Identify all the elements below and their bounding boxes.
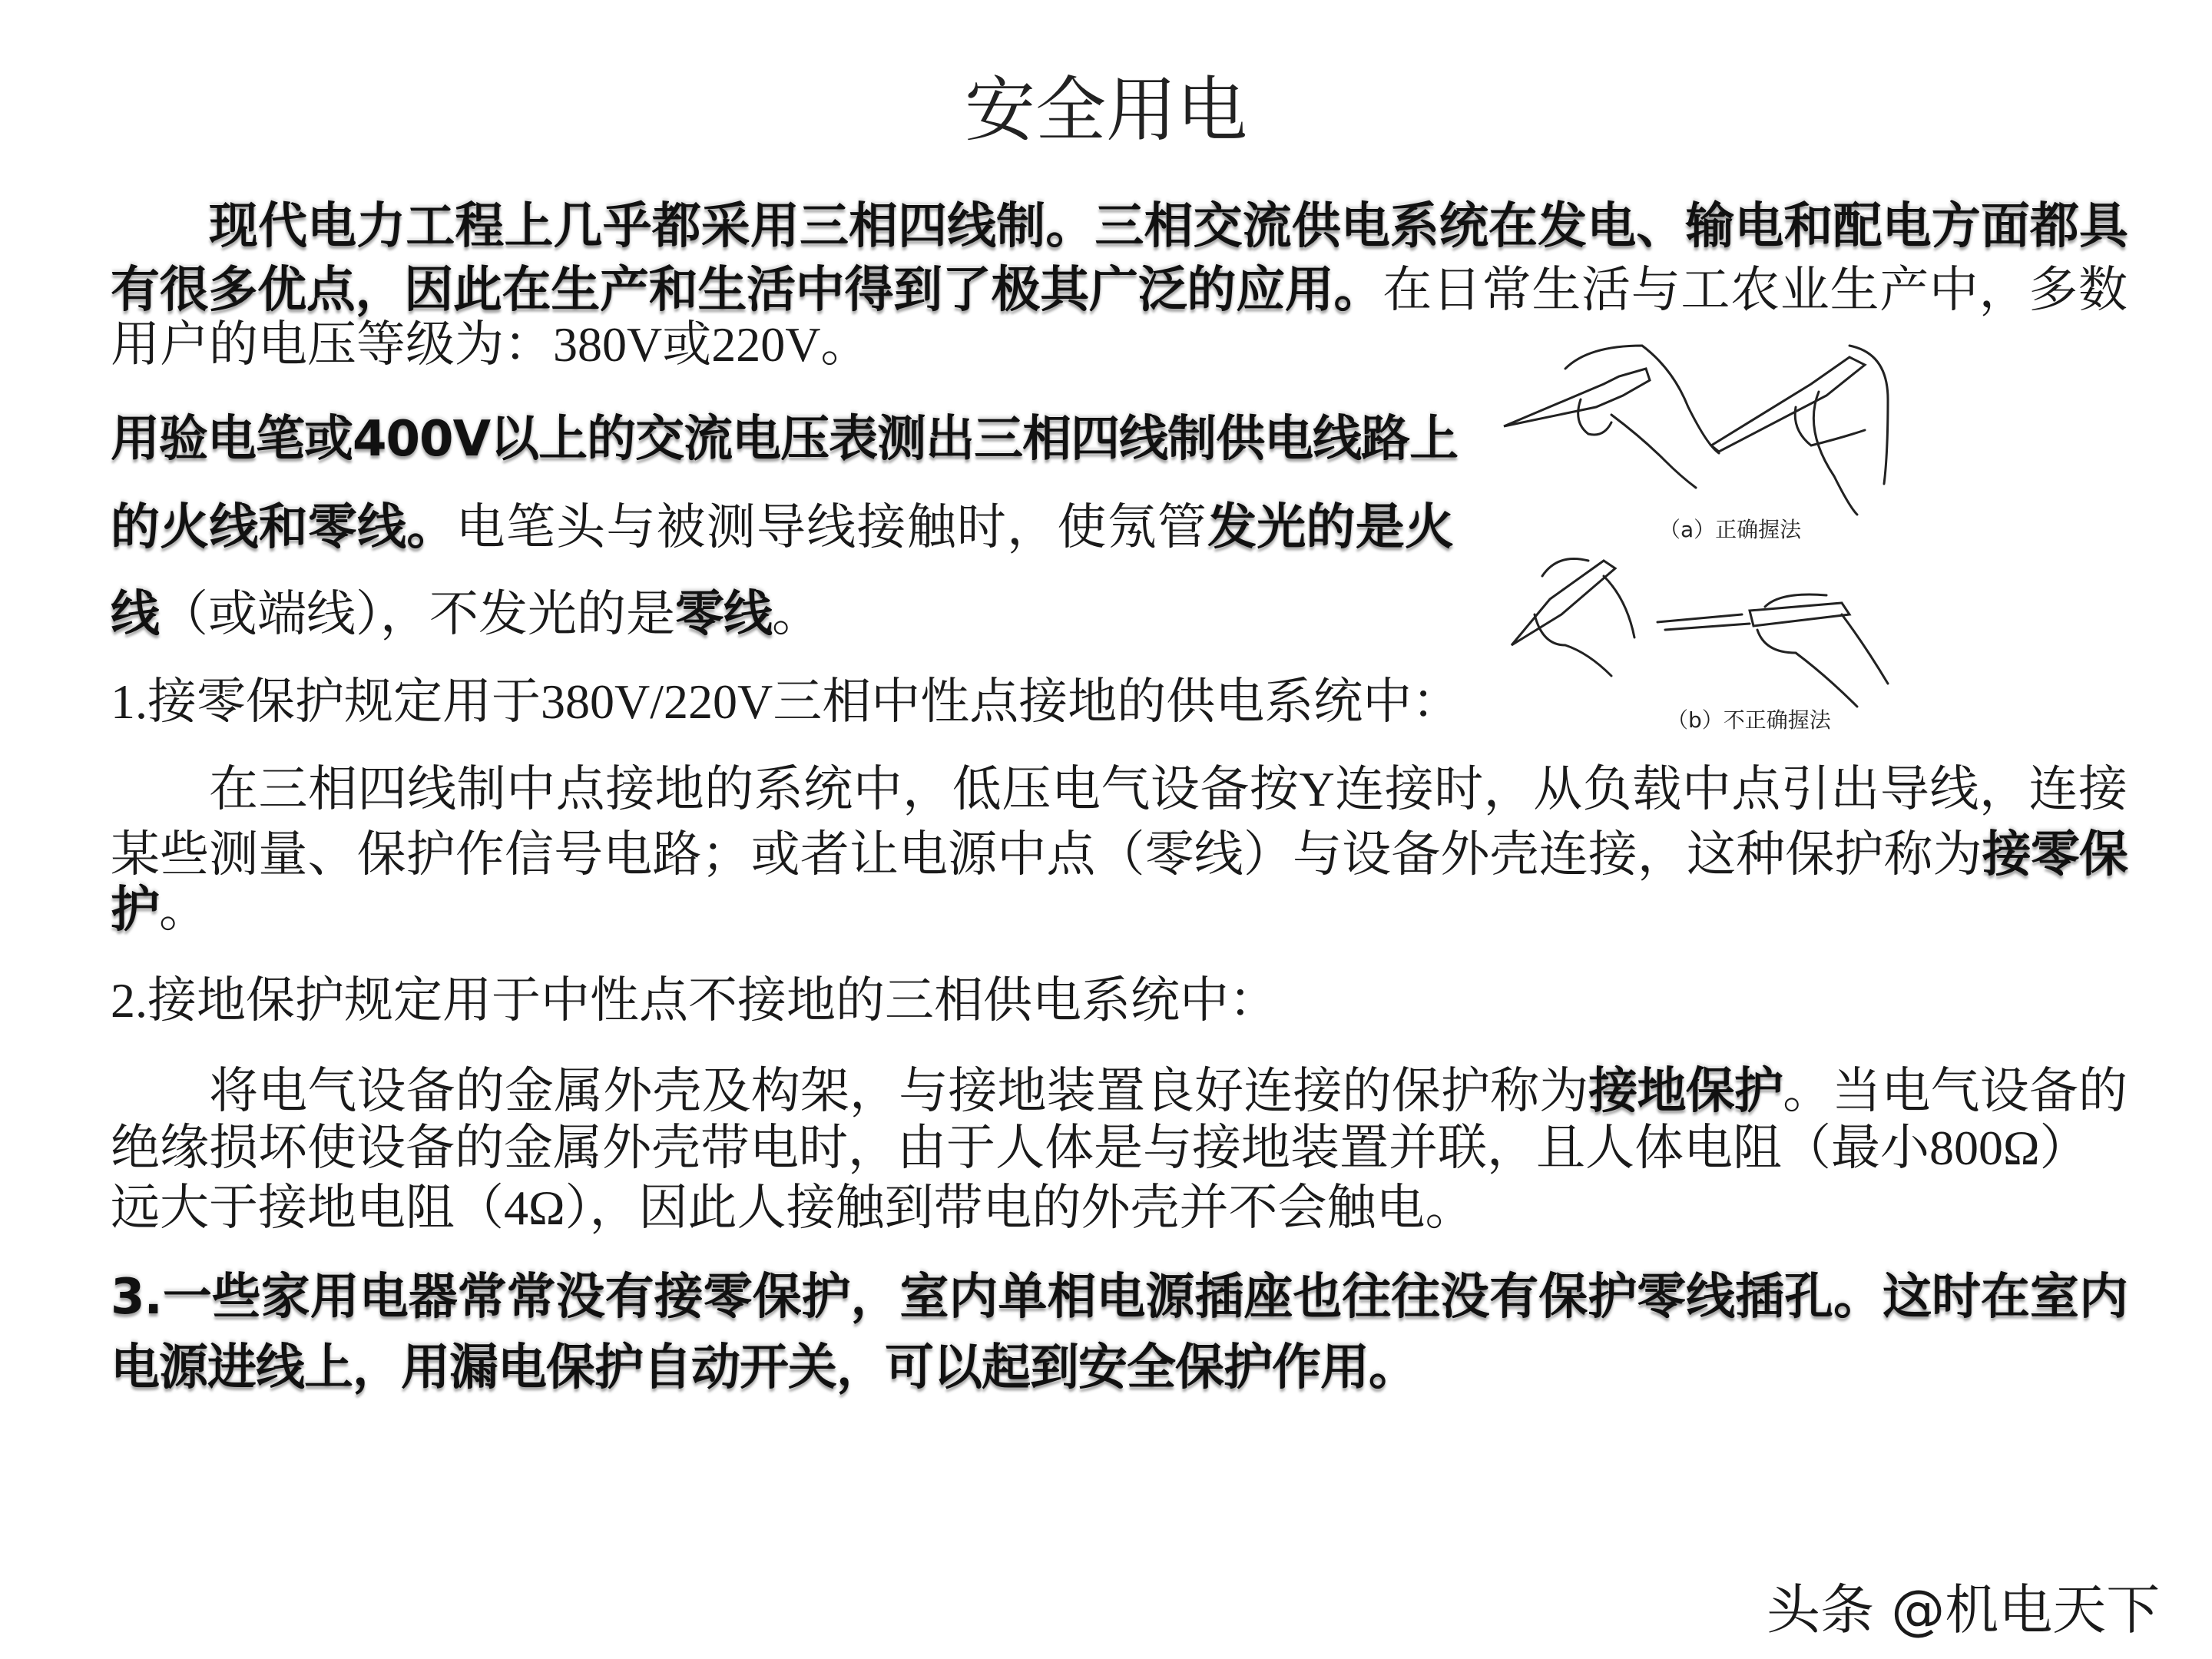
page-title: 安全用电 <box>964 71 1247 150</box>
text-line <box>111 1267 2128 1328</box>
text-line <box>111 584 821 645</box>
emphasized-text: 3.一些家用电器常常没有接零保护，室内单相电源插座也往往没有保护零线插孔。这时在室内 <box>111 1269 2128 1326</box>
text-segment: 某些测量、保护作信号电路；或者让电源中点（零线）与设备外壳连接，这种保护称为 <box>111 827 1982 882</box>
incorrect-grip-pen-hand-icon <box>1512 559 1634 677</box>
test-pen-grip-figure <box>1488 323 2134 737</box>
emphasized-text: 用验电笔或400V以上的交流电压表测出三相四线制供电线路上 <box>111 411 1459 468</box>
incorrect-grip-screwdriver-hand-icon <box>1657 594 1888 707</box>
text-line <box>111 314 869 376</box>
text-line <box>111 879 208 941</box>
text-segment: 在日常生活与工农业生产中，多数 <box>1382 263 2128 317</box>
correct-grip-pen-hand-icon <box>1504 346 1719 488</box>
text-segment: 2.接地保护规定用于中性点不接地的三相供电系统中： <box>111 973 1278 1028</box>
text-line <box>111 824 2128 886</box>
text-segment: 。 <box>159 882 208 937</box>
text-segment: 远大于接地电阻（4Ω），因此人接触到带电的外壳并不会触电。 <box>111 1181 1475 1235</box>
text-segment: 在三相四线制中点接地的系统中，低压电气设备按Y连接时，从负载中点引出导线，连接 <box>209 762 2128 816</box>
text-segment: （或端线），不发光的是 <box>159 587 675 641</box>
emphasized-text: 的火线和零线。 <box>111 499 456 556</box>
text-segment: 1.接零保护规定用于380V/220V三相中性点接地的供电系统中： <box>111 674 1462 729</box>
text-line <box>111 497 1453 558</box>
caption-correct-grip: （a）正确握法 <box>1659 517 1802 542</box>
text-line <box>111 1118 2089 1179</box>
text-segment: 用户的电压等级为：380V或220V。 <box>111 317 870 372</box>
emphasized-text: 发光的是火 <box>1207 499 1454 556</box>
text-line <box>111 260 2128 321</box>
text-line <box>111 970 1278 1031</box>
text-segment: 电笔头与被测导线接触时，使氖管 <box>455 500 1208 555</box>
emphasized-text: 线 <box>111 586 159 643</box>
text-line <box>111 1337 1417 1399</box>
text-segment: 。当电气设备的 <box>1783 1064 2128 1118</box>
text-segment: 。 <box>772 587 821 641</box>
correct-grip-screwdriver-hand-icon <box>1711 346 1888 515</box>
emphasized-text: 现代电力工程上几乎都采用三相四线制。三相交流供电系统在发电、输电和配电方面都具 <box>209 198 2128 255</box>
emphasized-text: 电源进线上，用漏电保护自动开关，可以起到安全保护作用。 <box>111 1339 1417 1396</box>
text-line <box>209 759 2128 820</box>
emphasized-text: 护 <box>111 882 159 939</box>
emphasized-text: 接零保 <box>1982 826 2128 883</box>
text-line <box>209 1061 2128 1122</box>
caption-incorrect-grip: （b）不正确握法 <box>1667 707 1831 733</box>
emphasized-text: 零线 <box>675 586 772 643</box>
text-segment: 绝缘损坏使设备的金属外壳带电时，由于人体是与接地装置并联，且人体电阻（最小800Ω） <box>111 1121 2089 1175</box>
watermark: 头条 @机电天下 <box>1767 1578 2161 1641</box>
text-segment: 将电气设备的金属外壳及构架，与接地装置良好连接的保护称为 <box>209 1064 1589 1118</box>
text-line <box>111 409 1459 470</box>
text-line <box>209 196 2128 257</box>
emphasized-text: 接地保护 <box>1588 1063 1783 1120</box>
text-line <box>111 671 1461 733</box>
text-line <box>111 1177 1475 1239</box>
hand-holding-pen-illustration <box>1488 323 2134 737</box>
emphasized-text: 有很多优点，因此在生产和生活中得到了极其广泛的应用。 <box>111 262 1383 319</box>
